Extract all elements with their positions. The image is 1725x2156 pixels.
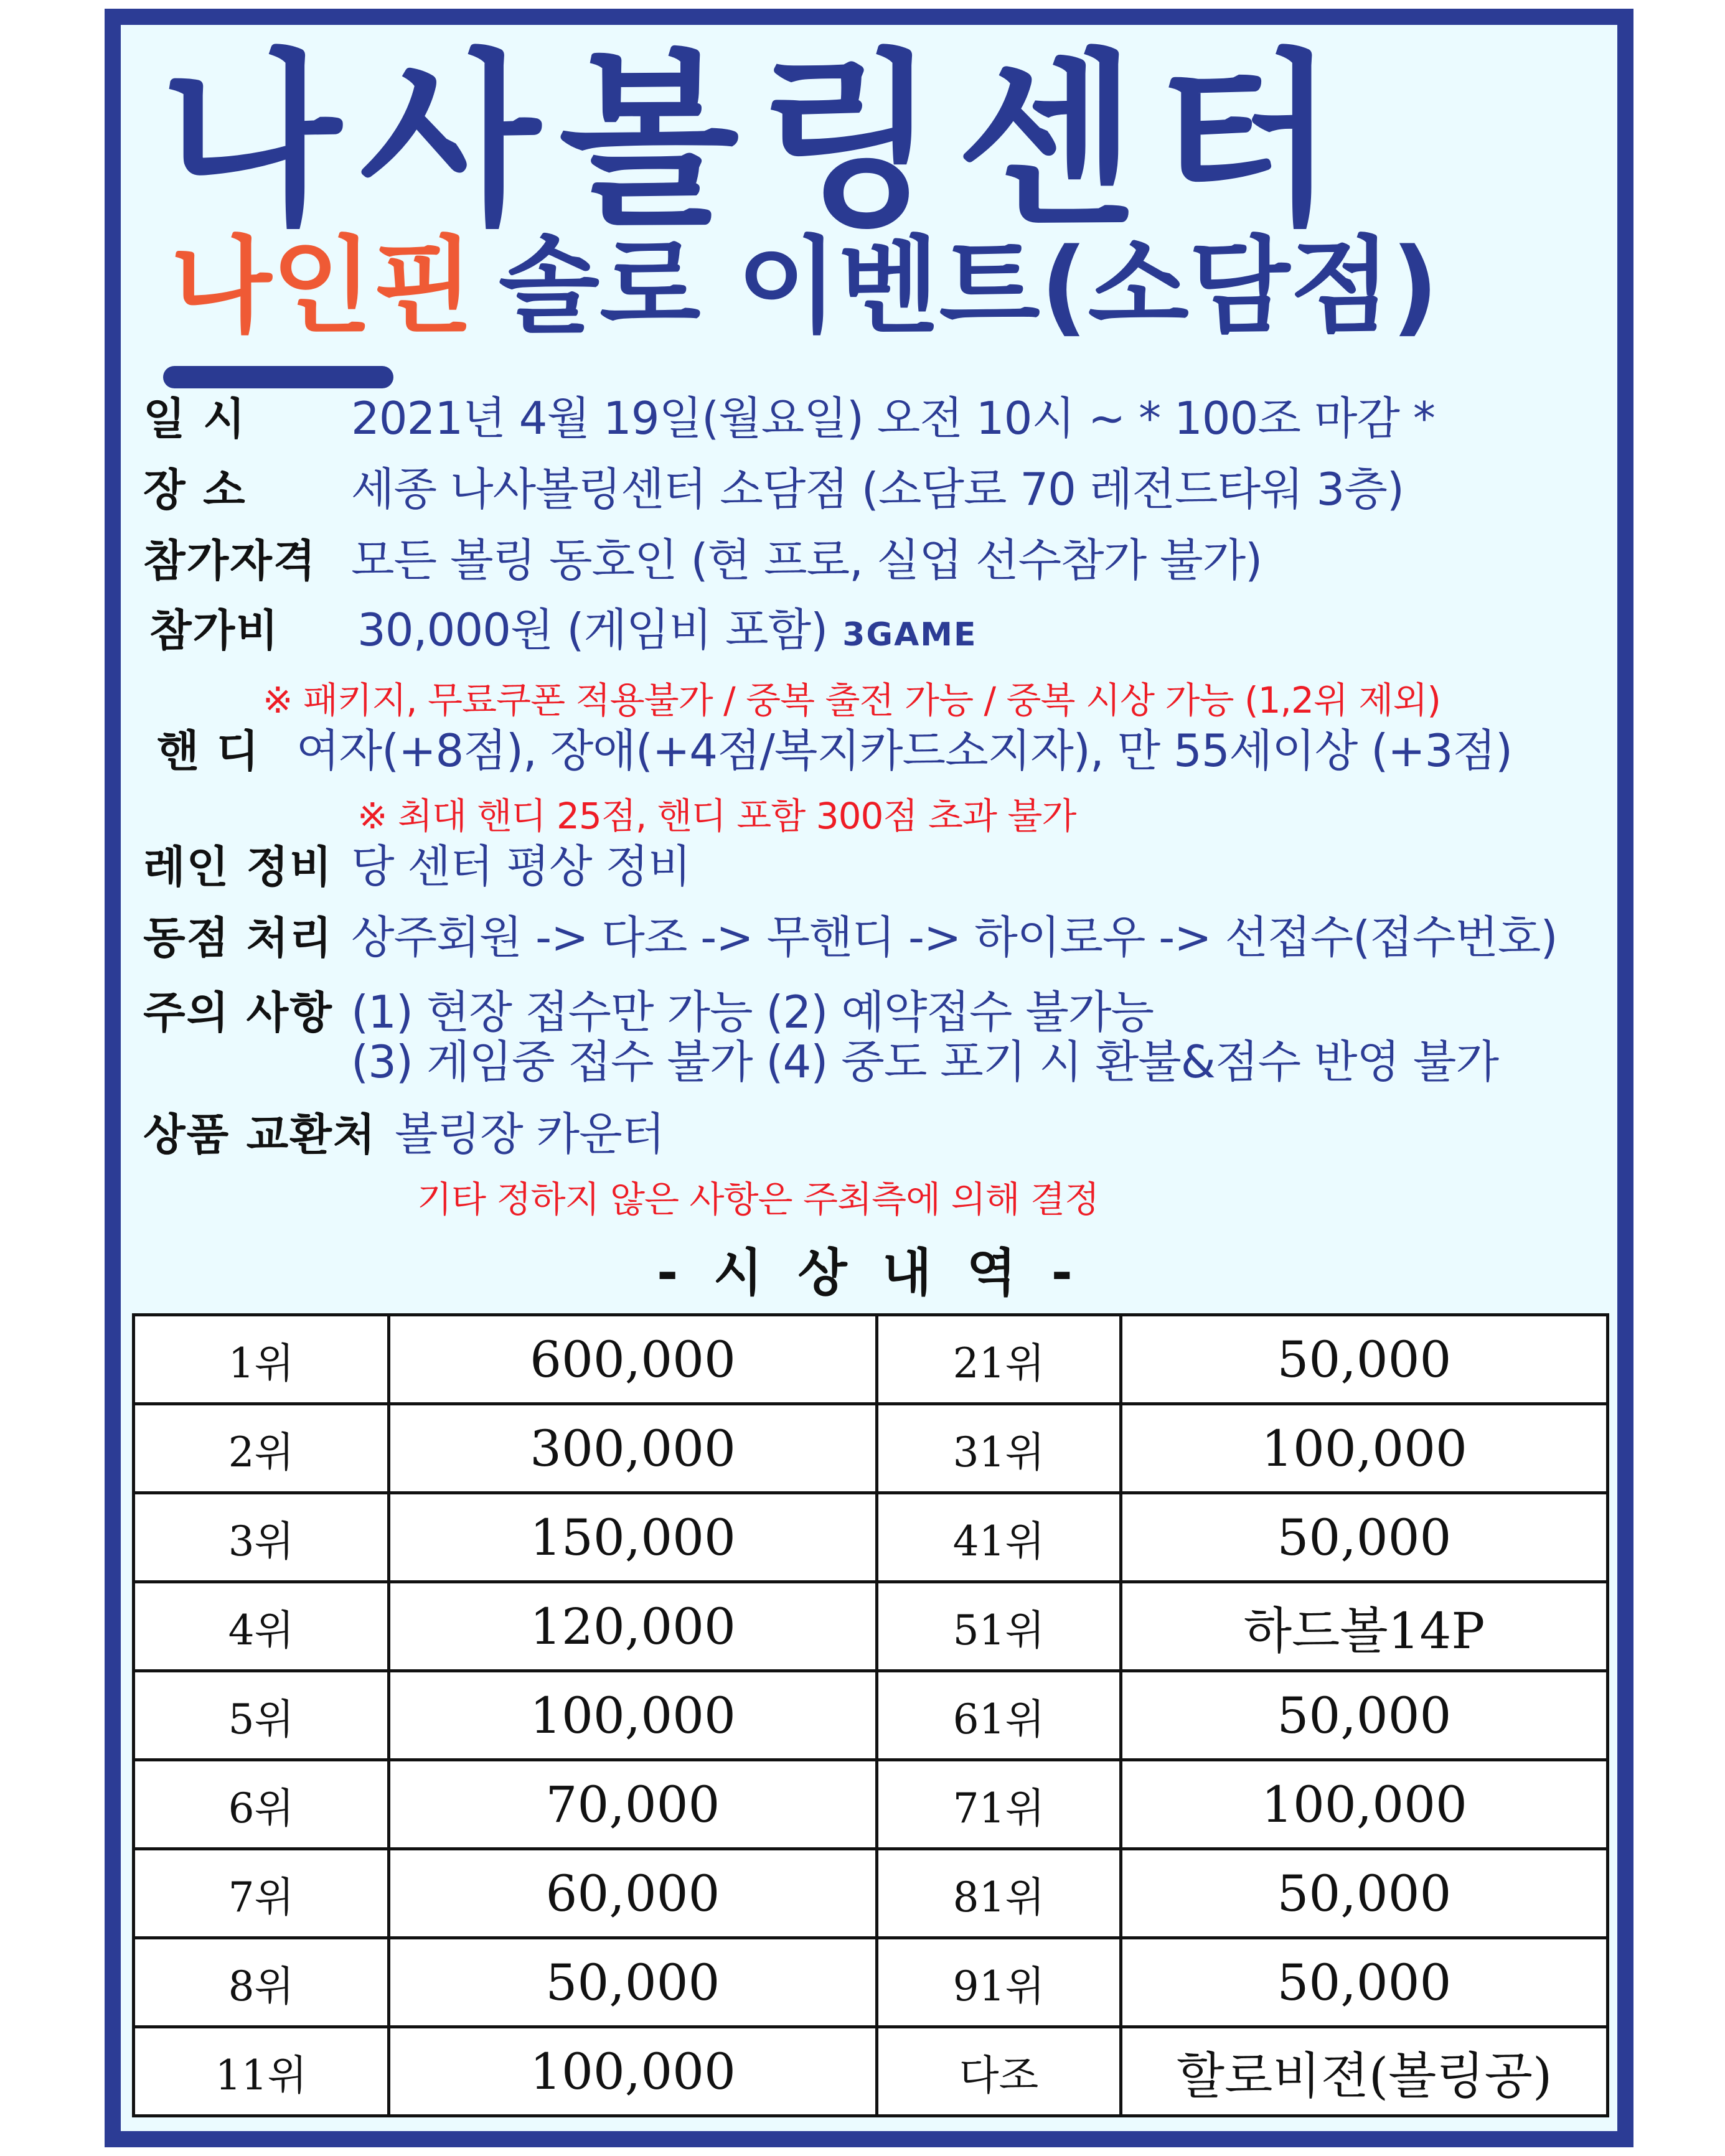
rank-cell: 81위 bbox=[877, 1849, 1121, 1938]
prize-amount-cell: 300,000 bbox=[389, 1404, 877, 1493]
prize-amount-cell: 100,000 bbox=[1121, 1760, 1608, 1849]
event-title-rest: 솔로 이벤트(소담점) bbox=[498, 225, 1439, 347]
rank-cell: 5위 bbox=[134, 1671, 389, 1760]
table-row bbox=[134, 2027, 1608, 2116]
center-title: 나사볼링센터 bbox=[161, 33, 1355, 250]
rank-cell: 1위 bbox=[134, 1315, 389, 1404]
rank-cell: 61위 bbox=[877, 1671, 1121, 1760]
event-title bbox=[171, 224, 1439, 349]
date-value: 2021년 4월 19일(월요일) 오전 10시 ~ * 100조 마감 * bbox=[351, 392, 1435, 444]
prize-amount-cell: 100,000 bbox=[1121, 1404, 1608, 1493]
table-row bbox=[134, 1938, 1608, 2027]
prize-amount-cell: 50,000 bbox=[1121, 1315, 1608, 1404]
exchange-label: 상품 교환처 bbox=[143, 1109, 377, 1160]
caution-line-1: (1) 현장 접수만 가능 (2) 예약접수 불가능 bbox=[351, 986, 1154, 1038]
prize-amount-cell: 할로비젼(볼링공) bbox=[1121, 2027, 1608, 2116]
table-row bbox=[134, 1315, 1608, 1404]
fee-label: 참가비 bbox=[149, 605, 280, 656]
prize-amount-cell: 60,000 bbox=[389, 1849, 877, 1938]
caution-line-2: (3) 게임중 접수 불가 (4) 중도 포기 시 환불&점수 반영 불가 bbox=[351, 1036, 1499, 1088]
fee-amount: 30,000원 (게임비 포함) bbox=[357, 604, 828, 656]
prize-amount-cell: 50,000 bbox=[1121, 1938, 1608, 2027]
prize-table bbox=[132, 1313, 1609, 2117]
prize-amount-cell: 150,000 bbox=[389, 1493, 877, 1582]
prize-amount-cell: 50,000 bbox=[1121, 1849, 1608, 1938]
exchange-value: 볼링장 카운터 bbox=[395, 1108, 665, 1160]
prize-amount-cell: 하드볼14P bbox=[1121, 1582, 1608, 1671]
lane-label: 레인 정비 bbox=[143, 841, 333, 893]
prize-amount-cell: 50,000 bbox=[1121, 1493, 1608, 1582]
tie-value: 상주회원 -> 다조 -> 무핸디 -> 하이로우 -> 선접수(접수번호) bbox=[351, 911, 1558, 963]
prize-amount-cell: 100,000 bbox=[389, 2027, 877, 2116]
table-row bbox=[134, 1582, 1608, 1671]
prize-table-body bbox=[134, 1315, 1608, 2116]
prize-amount-cell: 50,000 bbox=[389, 1938, 877, 2027]
fee-value bbox=[357, 604, 977, 656]
rank-cell: 11위 bbox=[134, 2027, 389, 2116]
place-label: 장 소 bbox=[143, 464, 247, 515]
event-poster bbox=[105, 9, 1633, 2147]
eligibility-value: 모든 볼링 동호인 (현 프로, 실업 선수참가 불가) bbox=[351, 534, 1262, 586]
title-underline-bar bbox=[163, 366, 393, 388]
lane-value: 당 센터 평상 정비 bbox=[351, 840, 691, 893]
fee-games-tag: 3GAME bbox=[842, 616, 977, 654]
prize-amount-cell: 600,000 bbox=[389, 1315, 877, 1404]
rank-cell: 71위 bbox=[877, 1760, 1121, 1849]
table-row bbox=[134, 1849, 1608, 1938]
caution-label: 주의 사항 bbox=[143, 987, 333, 1038]
other-note: 기타 정하지 않은 사항은 주최측에 의해 결정 bbox=[417, 1178, 1099, 1221]
rank-cell: 7위 bbox=[134, 1849, 389, 1938]
event-title-accent: 나인핀 bbox=[171, 225, 474, 347]
handicap-value: 여자(+8점), 장애(+4점/복지카드소지자), 만 55세이상 (+3점) bbox=[296, 724, 1513, 777]
prize-amount-cell: 70,000 bbox=[389, 1760, 877, 1849]
table-row bbox=[134, 1404, 1608, 1493]
rank-cell: 다조 bbox=[877, 2027, 1121, 2116]
table-row bbox=[134, 1671, 1608, 1760]
rank-cell: 6위 bbox=[134, 1760, 389, 1849]
prize-amount-cell: 120,000 bbox=[389, 1582, 877, 1671]
prize-amount-cell: 50,000 bbox=[1121, 1671, 1608, 1760]
prize-amount-cell: 100,000 bbox=[389, 1671, 877, 1760]
tie-label: 동점 처리 bbox=[143, 912, 333, 963]
table-row bbox=[134, 1760, 1608, 1849]
rank-cell: 51위 bbox=[877, 1582, 1121, 1671]
rank-cell: 3위 bbox=[134, 1493, 389, 1582]
table-row bbox=[134, 1493, 1608, 1582]
place-value: 세종 나사볼링센터 소담점 (소담로 70 레전드타워 3층) bbox=[351, 463, 1404, 515]
rank-cell: 21위 bbox=[877, 1315, 1121, 1404]
handicap-label: 핸 디 bbox=[157, 726, 260, 777]
fee-note: ※ 패키지, 무료쿠폰 적용불가 / 중복 출전 가능 / 중복 시상 가능 (1,2위 제외) bbox=[263, 679, 1441, 721]
rank-cell: 91위 bbox=[877, 1938, 1121, 2027]
rank-cell: 4위 bbox=[134, 1582, 389, 1671]
prize-heading: - 시 상 내 역 - bbox=[657, 1244, 1081, 1303]
date-label: 일 시 bbox=[143, 393, 247, 444]
eligibility-label: 참가자격 bbox=[143, 535, 317, 586]
rank-cell: 41위 bbox=[877, 1493, 1121, 1582]
rank-cell: 8위 bbox=[134, 1938, 389, 2027]
handicap-note: ※ 최대 핸디 25점, 핸디 포함 300점 초과 불가 bbox=[357, 795, 1076, 837]
rank-cell: 31위 bbox=[877, 1404, 1121, 1493]
rank-cell: 2위 bbox=[134, 1404, 389, 1493]
